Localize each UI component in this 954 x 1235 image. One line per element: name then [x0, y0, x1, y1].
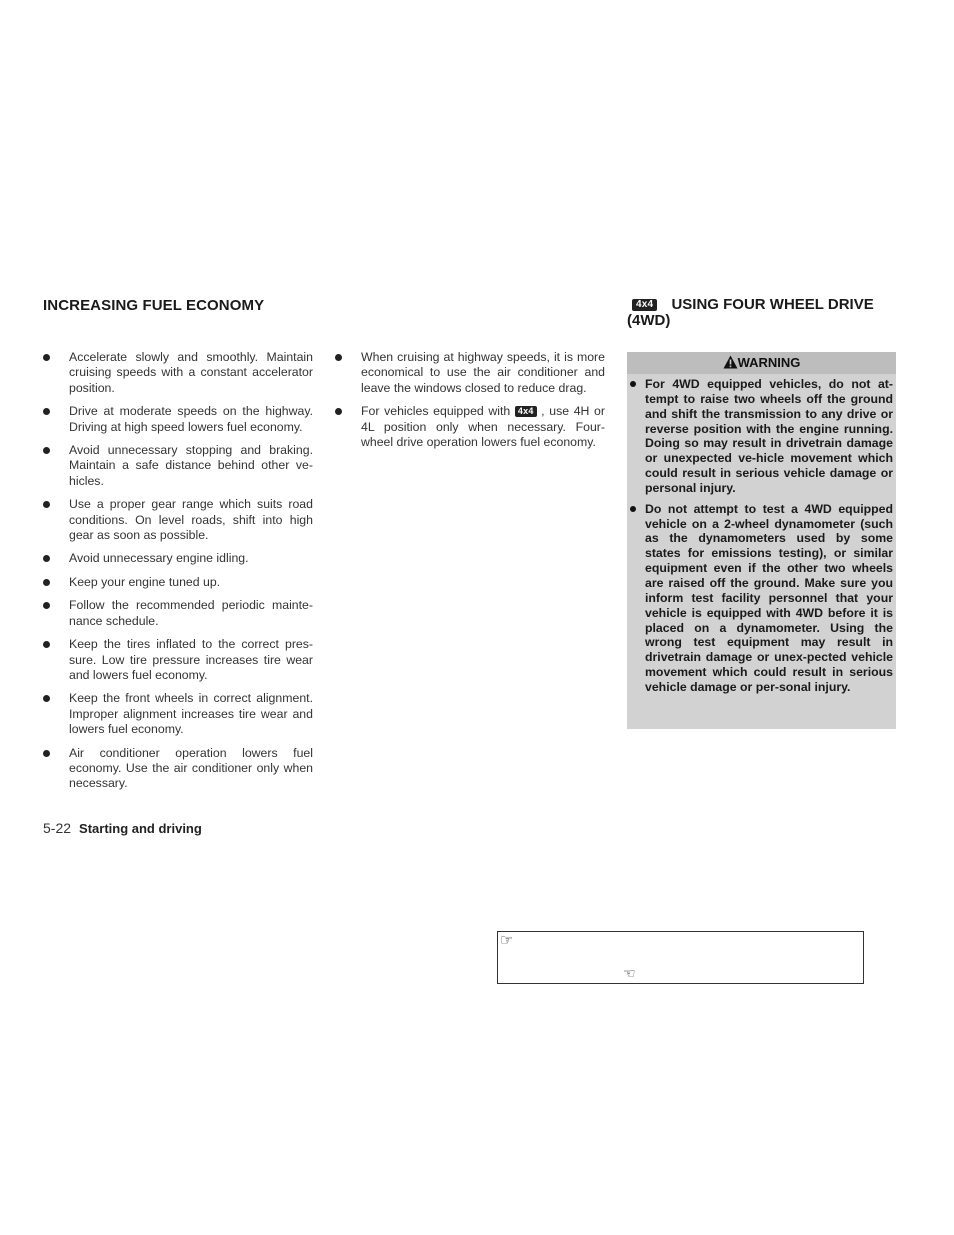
list-item: When cruising at highway speeds, it is more economical to use the air conditioner and leave the windows closed to reduce drag. — [335, 350, 605, 396]
list-item: Accelerate slowly and smoothly. Maintain cruising speeds with a constant accelerator position. — [43, 350, 313, 396]
list-item — [335, 404, 605, 450]
list-item-text: For vehicles equipped with — [361, 404, 511, 419]
list-item: Keep your engine tuned up. — [43, 575, 313, 590]
list-item: Keep the front wheels in correct alignment. Improper alignment increases tire wear and lowers fuel economy. — [43, 691, 313, 737]
closed-hand-icon: ☜ — [623, 965, 636, 981]
pointing-hand-icon: ☞ — [500, 932, 514, 949]
page-number: 5-22 — [43, 820, 72, 836]
section-title: Starting and driving — [79, 821, 202, 836]
warning-box — [627, 352, 896, 729]
list-item: Drive at moderate speeds on the highway. Driving at high speed lowers fuel economy. — [43, 404, 313, 435]
list-item: Avoid unnecessary stopping and braking. Maintain a safe distance behind other ve-hicles. — [43, 443, 313, 489]
list-item: Keep the tires inflated to the correct pres-sure. Low tire pressure increases tire wear and lowers fuel economy. — [43, 637, 313, 683]
heading-increasing-fuel-economy: INCREASING FUEL ECONOMY — [43, 297, 265, 314]
list-item: Avoid unnecessary engine idling. — [43, 551, 313, 566]
4x4-icon: 4x4 — [515, 406, 537, 417]
page-footer — [43, 820, 202, 836]
warning-list — [629, 377, 893, 701]
list-item: Air conditioner operation lowers fuel economy. Use the air conditioner only when necessary. — [43, 746, 313, 792]
note-box — [497, 931, 864, 984]
heading-title-line2: (4WD) — [627, 312, 671, 329]
list-item: Use a proper gear range which suits road conditions. On level roads, shift into high gear as soon as possible. — [43, 497, 313, 543]
warning-triangle-icon — [723, 355, 738, 369]
4x4-icon: 4x4 — [632, 299, 657, 311]
fuel-economy-list-continued — [335, 350, 605, 458]
heading-using-four-wheel-drive — [627, 297, 897, 329]
list-item-text: , use 4H or 4L position only when necessary. Four-wheel drive operation lowers fuel economy. — [361, 404, 605, 450]
warning-label: WARNING — [737, 355, 801, 370]
fuel-economy-list — [43, 350, 313, 800]
warning-item: Do not attempt to test a 4WD equipped vehicle on a 2-wheel dynamometer (such as the dynamometers used by some states for emissions testing), or similar equipment even if the other two wheels are raised off the ground. Make sure you inform test facility personnel that your vehicle is equipped with 4WD before it is placed on a dynamometer. Using the wrong test equipment may result in drivetrain damage or unex-pected vehicle movement which could result in serious vehicle damage or per-sonal injury. — [629, 502, 893, 695]
heading-title-line1: USING FOUR WHEEL DRIVE — [671, 296, 874, 313]
warning-item: For 4WD equipped vehicles, do not at-tempt to raise two wheels off the ground and shift the transmission to any drive or reverse position with the engine running. Doing so may result in drivetrain damage or unexpected ve-hicle movement which could result in serious vehicle damage or personal injury. — [629, 377, 893, 496]
warning-header — [627, 352, 896, 374]
list-item: Follow the recommended periodic mainte-nance schedule. — [43, 598, 313, 629]
